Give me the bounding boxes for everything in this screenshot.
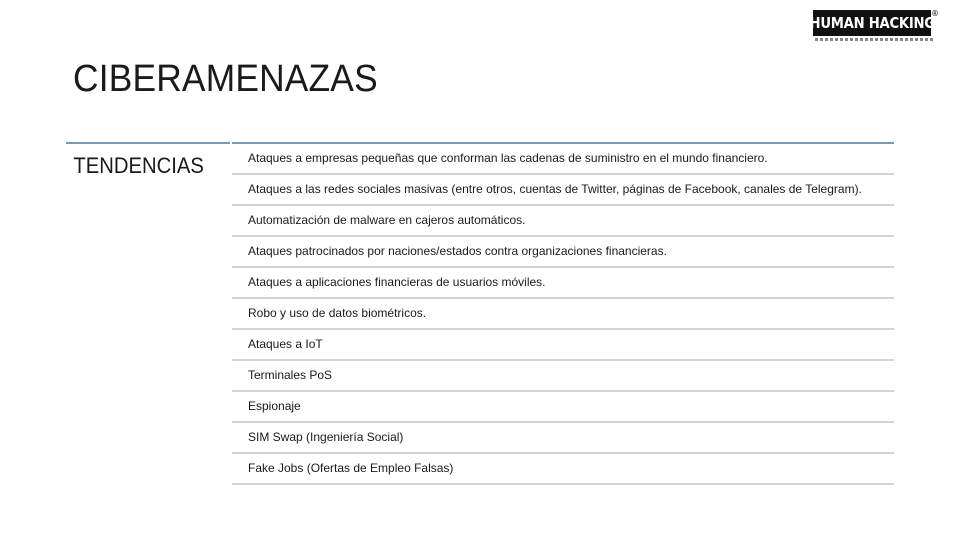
logo-box xyxy=(809,10,935,36)
list-item xyxy=(232,175,894,206)
list-item xyxy=(232,299,894,330)
list-item-text: Ataques a aplicaciones financieras de usuarios móviles. xyxy=(248,275,546,289)
list-item xyxy=(232,144,894,175)
list-item-text: Robo y uso de datos biométricos. xyxy=(248,306,427,320)
section-label: TENDENCIAS xyxy=(73,153,204,178)
list-item-text: Ataques a las redes sociales masivas (entre otros, cuentas de Twitter, páginas de Facebook, canales de Telegram). xyxy=(248,182,862,196)
logo-tagline xyxy=(815,38,933,41)
human-hacking-logo xyxy=(809,9,939,42)
list-item xyxy=(232,392,894,423)
list-item-text: Ataques patrocinados por naciones/estados contra organizaciones financieras. xyxy=(248,244,667,258)
list-item-text: Espionaje xyxy=(248,399,301,413)
section-label-block xyxy=(66,142,230,179)
list-item-text: SIM Swap (Ingeniería Social) xyxy=(248,430,404,444)
list-item-text: Automatización de malware en cajeros automáticos. xyxy=(248,213,526,227)
trends-list xyxy=(232,142,894,485)
list-item xyxy=(232,330,894,361)
list-item xyxy=(232,454,894,485)
logo-text: HUMAN HACKING xyxy=(809,14,935,32)
list-item-text: Terminales PoS xyxy=(248,368,333,382)
list-item-text: Ataques a IoT xyxy=(248,337,323,351)
list-item xyxy=(232,268,894,299)
list-item xyxy=(232,361,894,392)
list-item xyxy=(232,237,894,268)
list-item xyxy=(232,206,894,237)
registered-mark: ® xyxy=(931,9,939,18)
list-item-text: Fake Jobs (Ofertas de Empleo Falsas) xyxy=(248,461,454,475)
page-title: CIBERAMENAZAS xyxy=(73,58,378,100)
list-item xyxy=(232,423,894,454)
list-item-text: Ataques a empresas pequeñas que conforman las cadenas de suministro en el mundo financiero. xyxy=(248,151,768,165)
